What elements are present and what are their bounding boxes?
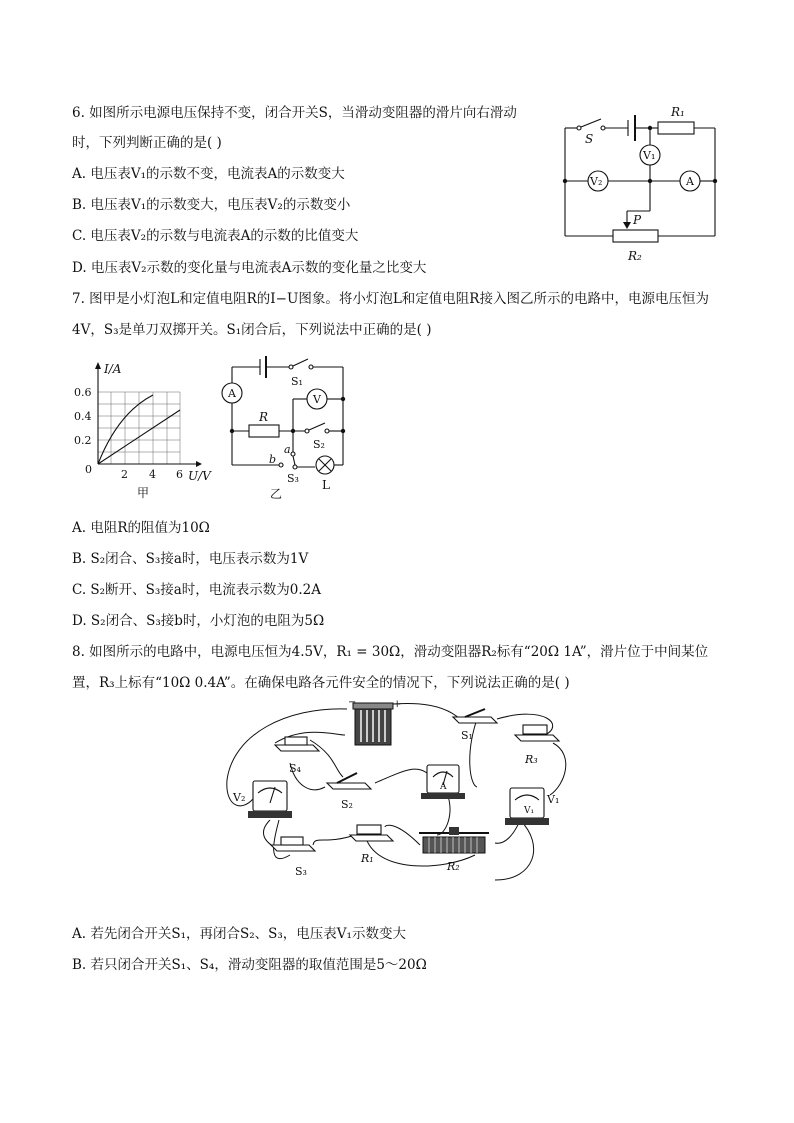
q8-switch-s3 <box>271 837 315 878</box>
q6-stem-line2: 时，下列判断正确的是( ) <box>72 135 222 151</box>
q7-option-b: B. S₂闭合、S₃接a时，电压表示数为1V <box>72 551 309 567</box>
q8-battery <box>348 697 401 745</box>
q7-graph-origin: 0 <box>85 463 92 476</box>
q6-option-b: B. 电压表V₁的示数变大，电压表V₂的示数变小 <box>72 197 351 213</box>
q7-graph-xlabel: U/V <box>188 469 211 483</box>
q6-label-p: P <box>633 213 642 227</box>
q6-label-v1: V₁ <box>643 149 656 162</box>
q7-label-s1: S₁ <box>291 375 303 388</box>
q8-label-r2: R₂ <box>447 860 460 873</box>
q7-graph-curve-lamp <box>98 395 153 464</box>
q6-stem-line1: 6. 如图所示电源电压保持不变，闭合开关S，当滑动变阻器的滑片向右滑动 <box>72 105 517 121</box>
q7-label-r: R <box>259 410 269 424</box>
q8-label-v1: V₁ <box>547 793 560 806</box>
q8-label-r3: R₃ <box>525 753 538 766</box>
q7-label-b-contact: b <box>269 453 277 466</box>
q7-label-s3: S₃ <box>287 472 299 485</box>
q6-option-d: D. 电压表V₂示数的变化量与电流表A示数的变化量之比变大 <box>72 260 427 276</box>
q7-label-v: V <box>313 393 321 406</box>
q8-label-s1: S₁ <box>461 729 473 742</box>
q7-label-a: A <box>228 387 236 400</box>
q8-ammeter <box>421 765 465 799</box>
q8-battery-plus: + <box>393 699 402 710</box>
q7-option-a: A. 电阻R的阻值为10Ω <box>72 520 210 536</box>
q8-voltmeter-v1 <box>505 788 559 825</box>
q7-circuit-diagram <box>215 355 355 505</box>
q7-graph-ytick-04: 0.4 <box>74 410 92 423</box>
q7-graph-ytick-06: 0.6 <box>74 386 92 399</box>
q6-label-s: S <box>585 132 594 146</box>
q7-graph-xtick-6: 6 <box>176 468 183 481</box>
q8-option-b: B. 若只闭合开关S₁、S₄，滑动变阻器的取值范围是5～20Ω <box>72 957 427 973</box>
q8-label-a: A <box>440 782 447 792</box>
q6-label-a: A <box>686 175 694 188</box>
q8-battery-minus: − <box>348 697 357 708</box>
q7-circuit-caption: 乙 <box>270 487 283 501</box>
q7-option-c: C. S₂断开、S₃接a时，电流表示数为0.2A <box>72 582 322 598</box>
q7-label-l: L <box>322 478 330 492</box>
q8-voltmeter-v2 <box>232 781 292 818</box>
q8-stem-line2: 置，R₃上标有“10Ω 0.4A”。在确保电路各元件安全的情况下，下列说法正确的是( ) <box>72 675 570 691</box>
q7-graph-xtick-2: 2 <box>121 468 128 481</box>
q8-switch-s4 <box>275 737 319 775</box>
q7-option-d: D. S₂闭合、S₃接b时，小灯泡的电阻为5Ω <box>72 613 325 629</box>
q8-label-s2: S₂ <box>341 798 353 811</box>
q6-label-v2: V₂ <box>590 175 603 188</box>
q7-graph-ylabel: I/A <box>104 362 122 376</box>
q6-label-r1: R₁ <box>671 105 685 119</box>
q8-resistor-r3 <box>515 725 559 766</box>
q6-circuit-diagram <box>555 98 725 268</box>
q6-option-c: C. 电压表V₂的示数与电流表A的示数的比值变大 <box>72 228 359 244</box>
q8-option-a: A. 若先闭合开关S₁，再闭合S₂、S₃，电压表V₁示数变大 <box>72 926 406 942</box>
q6-label-r2: R₂ <box>628 249 642 263</box>
q7-stem-line1: 7. 图甲是小灯泡L和定值电阻R的I−U图象。将小灯泡L和定值电阻R接入图乙所示的电路中，电源电压恒为 <box>72 291 709 307</box>
q7-graph-ytick-02: 0.2 <box>74 434 92 447</box>
q8-stem-line1: 8. 如图所示的电路中，电源电压恒为4.5V，R₁ = 30Ω，滑动变阻器R₂标有“20Ω 1A”，滑片位于中间某位 <box>72 644 709 660</box>
q7-stem-line2: 4V，S₃是单刀双掷开关。S₁闭合后，下列说法中正确的是( ) <box>72 322 432 338</box>
q8-label-r1: R₁ <box>361 852 374 865</box>
q6-option-a: A. 电压表V₁的示数不变，电流表A的示数变大 <box>72 166 345 182</box>
q8-physical-circuit-figure <box>215 695 595 890</box>
q8-label-s4: S₄ <box>289 762 301 775</box>
q7-label-s2: S₂ <box>313 438 325 451</box>
q8-label-v-face: V₁ <box>524 806 535 816</box>
q8-switch-s2 <box>327 773 371 811</box>
q8-label-s3: S₃ <box>295 865 307 878</box>
q7-label-a-contact: a <box>284 443 291 456</box>
q7-graph-xtick-4: 4 <box>149 468 156 481</box>
q7-graph-caption: 甲 <box>137 486 150 500</box>
q8-label-v2: V₂ <box>233 791 246 804</box>
q7-iu-graph <box>70 355 220 505</box>
